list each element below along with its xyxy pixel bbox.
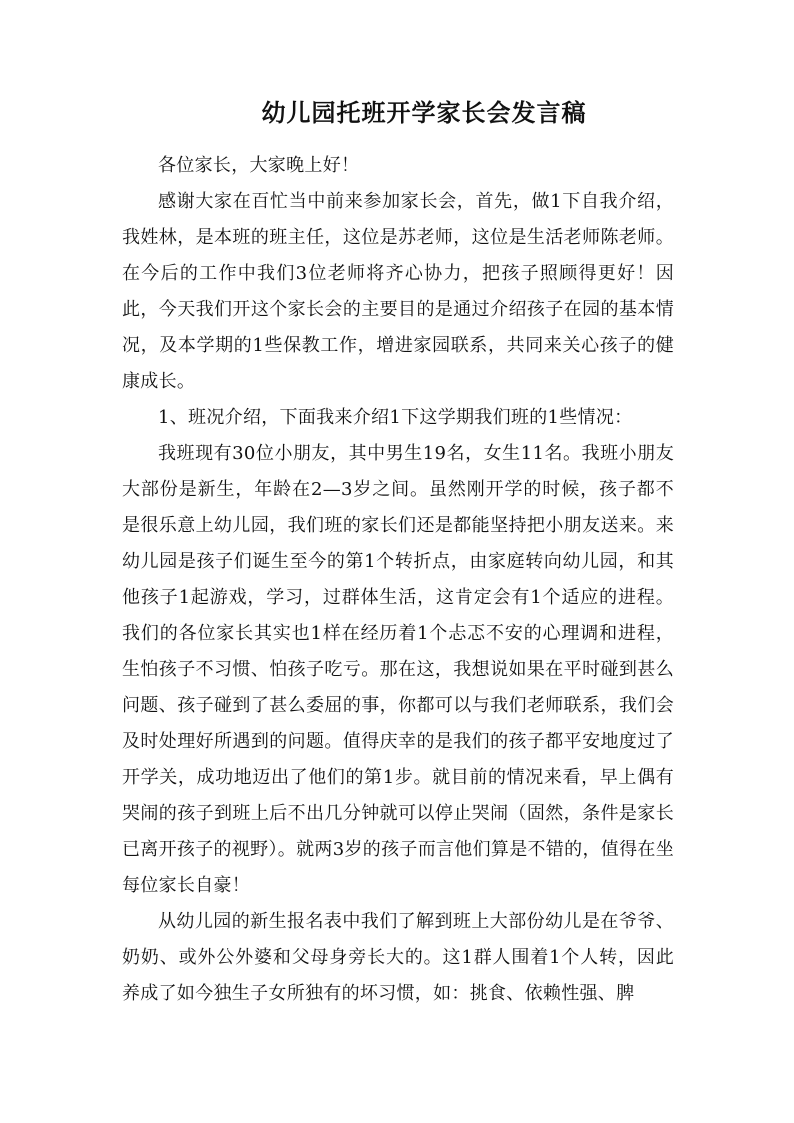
paragraph-introduction: 感谢大家在百忙当中前来参加家长会，首先，做1下自我介绍，我姓林，是本班的班主任，这位是苏老师，这位是生活老师陈老师。在今后的工作中我们3位老师将齐心协力，把孩子照顾得更好！因此，今天我们开这个家长会的主要目的是通过介绍孩子在园的基本情况，及本学期的1些保教工作，增进家园联系，共同来关心孩子的健康成长。 xyxy=(122,191,674,392)
paragraph-greeting: 各位家长，大家晚上好！ xyxy=(158,155,360,176)
paragraph-class-overview-heading: 1、班况介绍，下面我来介绍1下这学期我们班的1些情况： xyxy=(158,407,633,428)
paragraph-class-situation: 我班现有30位小朋友，其中男生19名，女生11名。我班小朋友大部份是新生，年龄在2—3岁之间。虽然刚开学的时候，孩子都不是很乐意上幼儿园，我们班的家长们还是都能坚持把小朋友送来。来幼儿园是孩子们诞生至今的第1个转折点，由家庭转向幼儿园，和其他孩子1起游戏，学习，过群体生活，这肯定会有1个适应的进程。我们的各位家长其实也1样在经历着1个忐忑不安的心理调和进程，生怕孩子不习惯、怕孩子吃亏。那在这，我想说如果在平时碰到甚么问题、孩子碰到了甚么委屈的事，你都可以与我们老师联系，我们会及时处理好所遇到的问题。值得庆幸的是我们的孩子都平安地度过了开学关，成功地迈出了他们的第1步。就目前的情况来看，早上偶有哭闹的孩子到班上后不出几分钟就可以停止哭闹（固然，条件是家长已离开孩子的视野）。就两3岁的孩子而言他们算是不错的，值得在坐每位家长自豪！ xyxy=(122,443,674,896)
document-title: 幼儿园托班开学家长会发言稿 xyxy=(261,98,587,127)
document-body xyxy=(122,148,674,1012)
paragraph-habits: 从幼儿园的新生报名表中我们了解到班上大部份幼儿是在爷爷、奶奶、或外公外婆和父母身旁长大的。这1群人围着1个人转，因此养成了如今独生子女所独有的坏习惯，如：挑食、依赖性强、脾 xyxy=(122,911,674,1004)
